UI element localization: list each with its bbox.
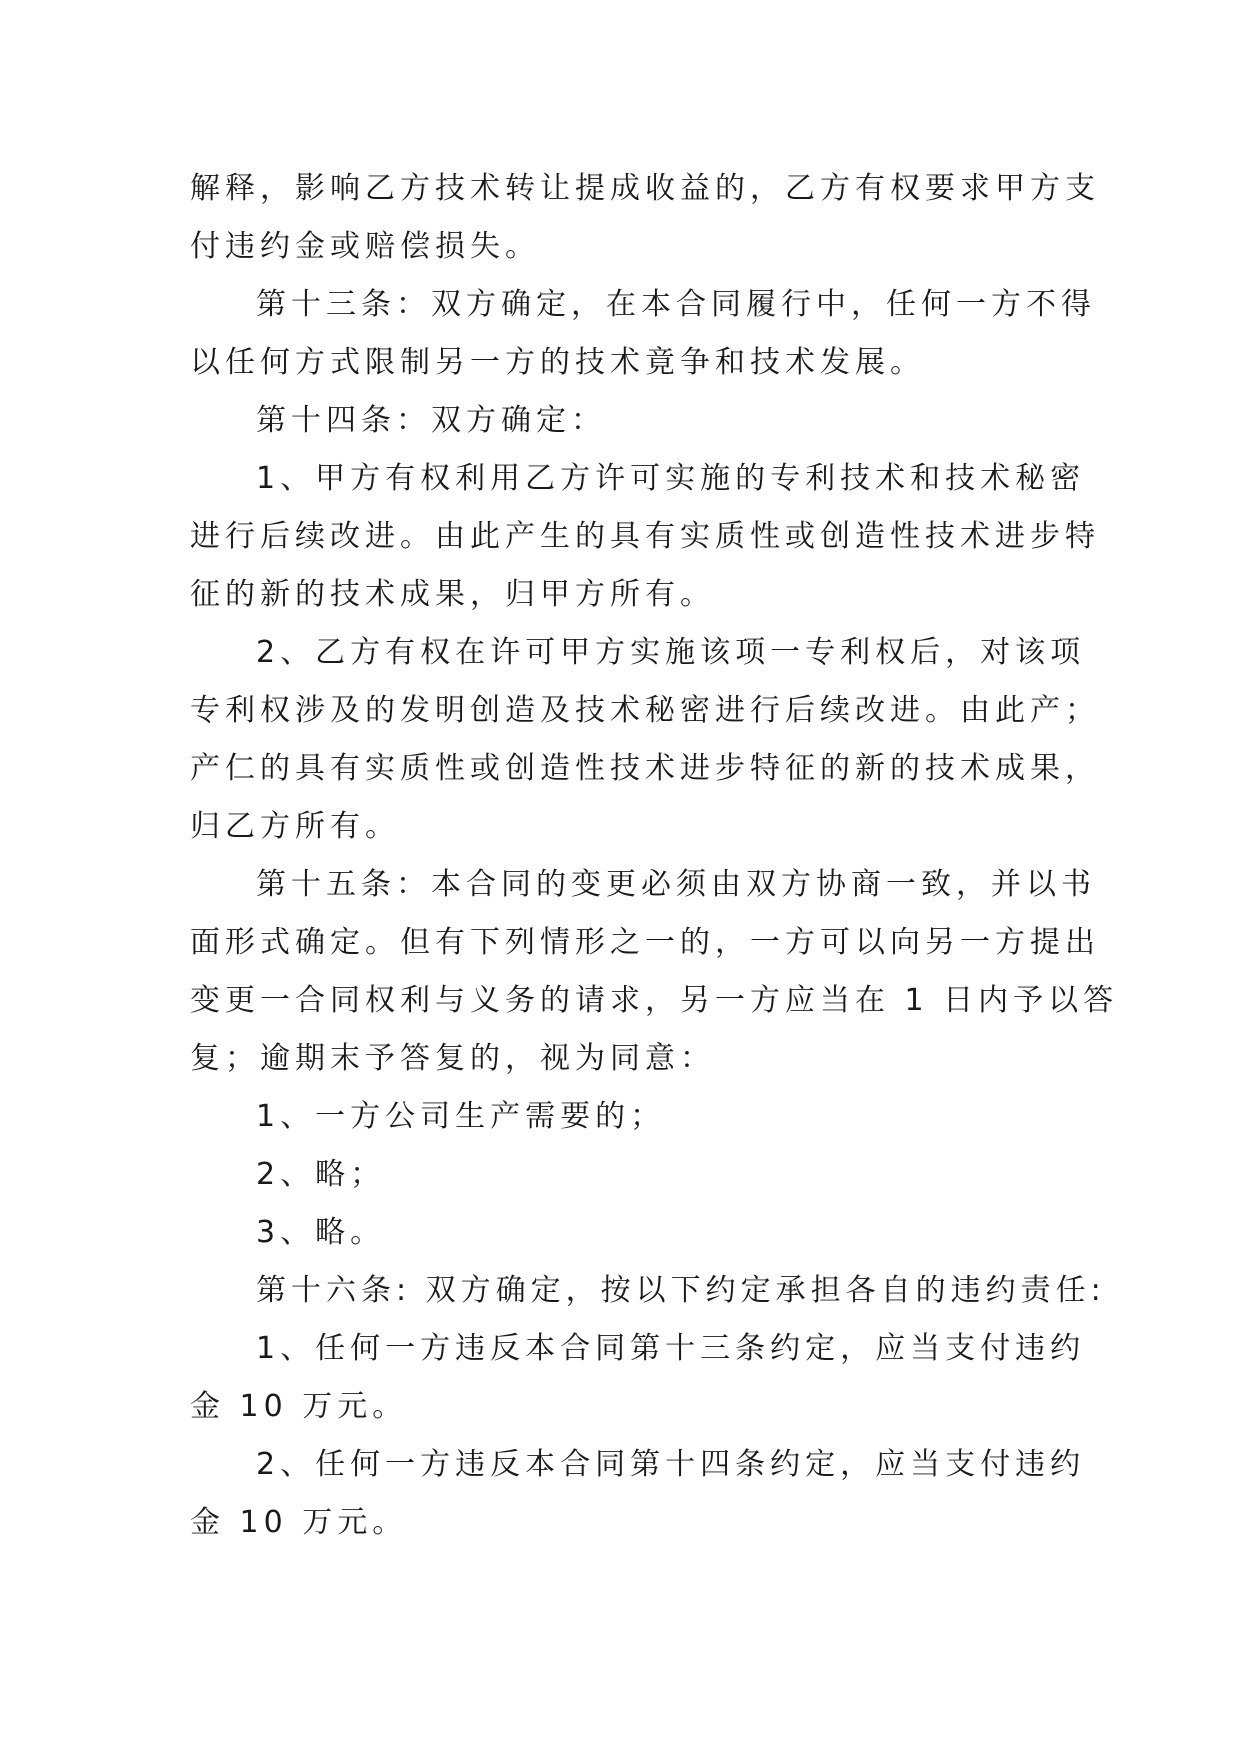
text-line: 第十三条：双方确定，在本合同履行中，任何一方不得 bbox=[256, 287, 1096, 322]
text-line: 2、乙方有权在许可甲方实施该项一专利权后，对该项 bbox=[256, 635, 1086, 670]
contract-body bbox=[190, 160, 1119, 1552]
text-line: 复；逾期末予答复的，视为同意： bbox=[190, 1041, 715, 1076]
text-line: 2、略； bbox=[256, 1157, 386, 1192]
text-line: 变更一合同权利与义务的请求，另一方应当在 1 日内予以答 bbox=[190, 983, 1119, 1018]
text-line: 付违约金或赔偿损失。 bbox=[190, 229, 540, 264]
text-line: 进行后续改进。由此产生的具有实质性或创造性技术进步特 bbox=[190, 519, 1100, 554]
text-line: 第十四条：双方确定： bbox=[256, 403, 606, 438]
text-line: 以任何方式限制另一方的技术竟争和技术发展。 bbox=[190, 345, 925, 380]
text-line: 1、任何一方违反本合同第十三条约定，应当支付违约 bbox=[256, 1331, 1086, 1366]
text-line: 归乙方所有。 bbox=[190, 809, 400, 844]
text-line: 第十六条: 双方确定，按以下约定承担各自的违约责任: bbox=[256, 1273, 1106, 1308]
text-line: 1、甲方有权利用乙方许可实施的专利技术和技术秘密 bbox=[256, 461, 1086, 496]
text-line: 面形式确定。但有下列情形之一的，一方可以向另一方提出 bbox=[190, 925, 1100, 960]
text-line: 第十五条：本合同的变更必须由双方协商一致，并以书 bbox=[256, 867, 1096, 902]
text-line: 1、一方公司生产需要的； bbox=[256, 1099, 666, 1134]
text-line: 金 10 万元。 bbox=[190, 1389, 408, 1424]
text-line: 金 10 万元。 bbox=[190, 1505, 408, 1540]
text-line: 解释，影响乙方技术转让提成收益的，乙方有权要求甲方支 bbox=[190, 171, 1100, 206]
text-line: 产仁的具有实质性或创造性技术进步特征的新的技术成果， bbox=[190, 751, 1100, 786]
text-line: 专利权涉及的发明创造及技术秘密进行后续改进。由此产； bbox=[190, 693, 1100, 728]
text-line: 3、略。 bbox=[256, 1215, 386, 1250]
text-line: 征的新的技术成果，归甲方所有。 bbox=[190, 577, 715, 612]
text-line: 2、任何一方违反本合同第十四条约定，应当支付违约 bbox=[256, 1447, 1086, 1482]
